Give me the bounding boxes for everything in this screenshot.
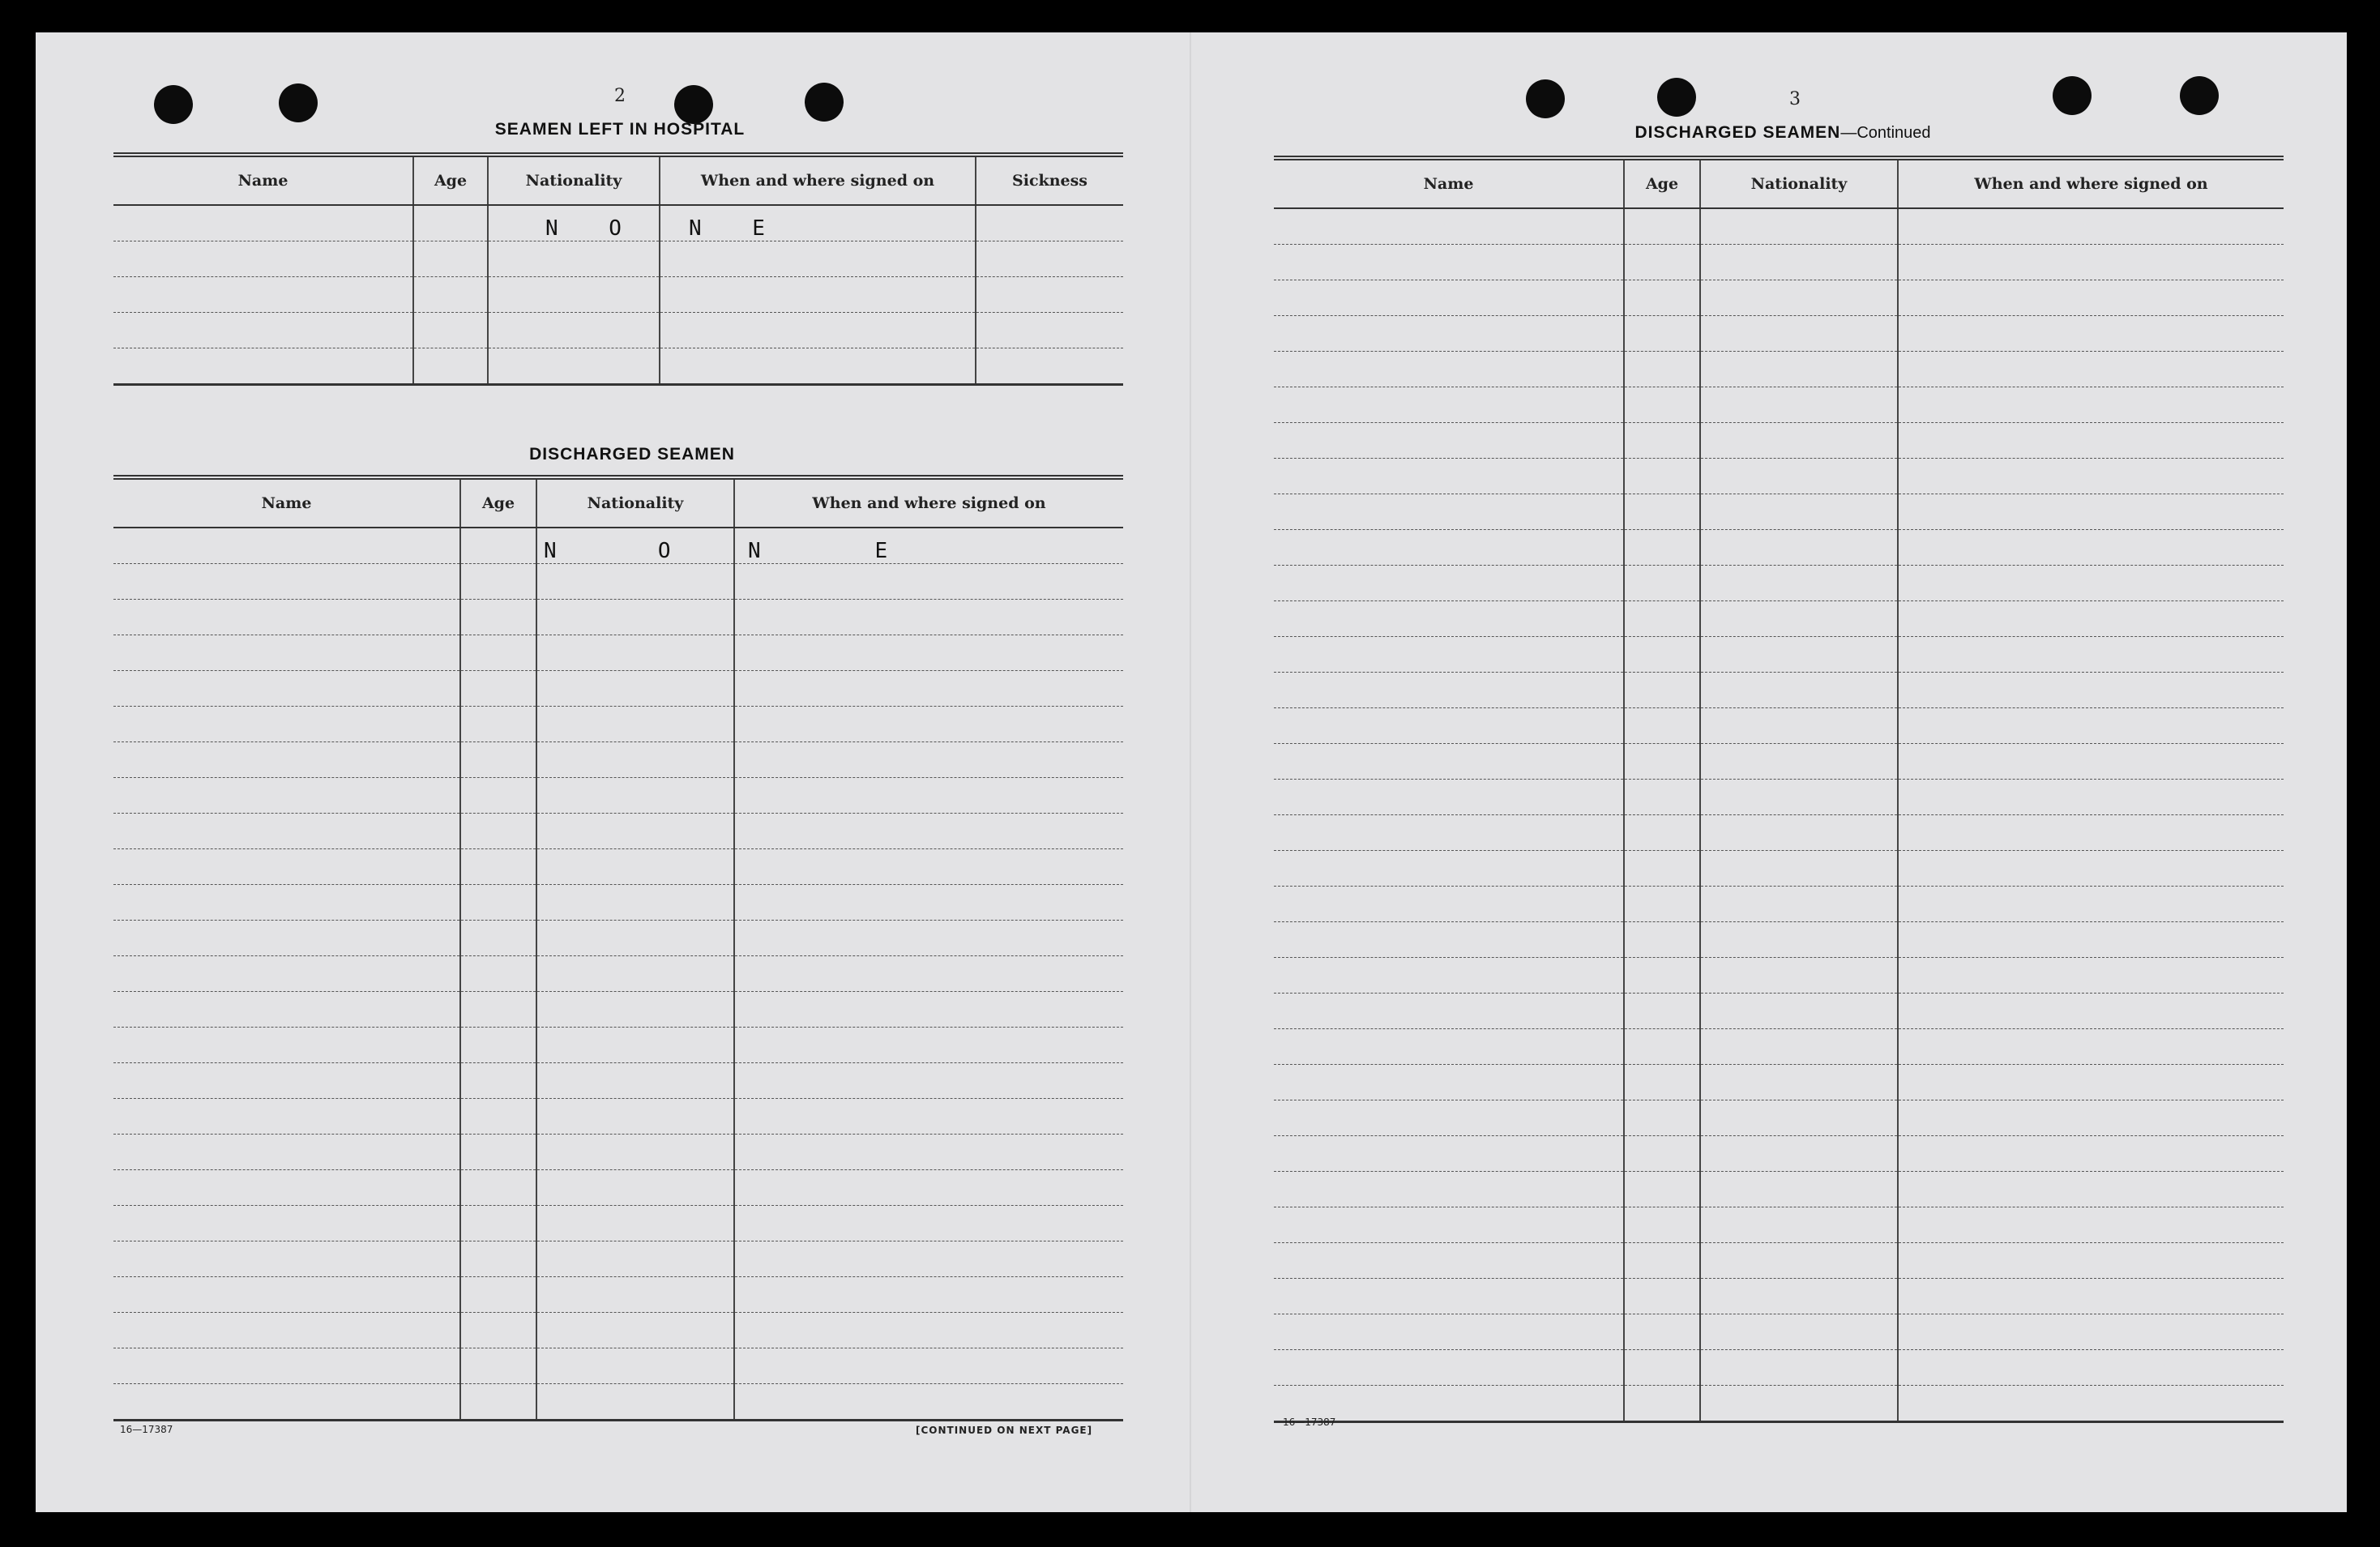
table-header-row bbox=[113, 477, 1123, 528]
table-row bbox=[1274, 601, 2284, 637]
column-header-nationality: Nationality bbox=[1700, 158, 1898, 208]
table-row bbox=[113, 1099, 1123, 1135]
column-header-name: Name bbox=[113, 477, 460, 528]
form-number-left: 16—17387 bbox=[120, 1424, 173, 1435]
table-row bbox=[113, 564, 1123, 600]
punch-hole bbox=[674, 85, 713, 124]
table-row bbox=[1274, 1386, 2284, 1422]
table-row bbox=[113, 885, 1123, 921]
table-row bbox=[113, 742, 1123, 778]
punch-hole bbox=[1526, 79, 1565, 118]
table-row bbox=[113, 528, 1123, 564]
column-header-signed-on: When and where signed on bbox=[1898, 158, 2284, 208]
table-row bbox=[113, 1206, 1123, 1241]
table-row bbox=[1274, 851, 2284, 887]
table-row bbox=[1274, 1029, 2284, 1065]
table-row bbox=[1274, 887, 2284, 922]
hospital-section-title: SEAMEN LEFT IN HOSPITAL bbox=[494, 120, 746, 139]
table-row bbox=[113, 778, 1123, 814]
discharged-continued-title bbox=[1540, 123, 2026, 143]
column-header-name: Name bbox=[113, 155, 413, 205]
table-row bbox=[113, 205, 1123, 241]
table-row bbox=[113, 1170, 1123, 1206]
table-row bbox=[113, 635, 1123, 671]
table-row bbox=[113, 1348, 1123, 1384]
table-row bbox=[113, 277, 1123, 313]
table-row bbox=[1274, 1065, 2284, 1100]
table-row bbox=[1274, 459, 2284, 494]
table-row bbox=[1274, 815, 2284, 851]
punch-hole bbox=[2180, 76, 2219, 115]
table-row bbox=[1274, 1279, 2284, 1314]
table-row bbox=[113, 1135, 1123, 1170]
table-row bbox=[113, 1063, 1123, 1099]
table-row bbox=[113, 814, 1123, 849]
table-row bbox=[113, 313, 1123, 348]
table-row bbox=[113, 241, 1123, 277]
table-row bbox=[1274, 245, 2284, 280]
discharged-continued-table bbox=[1274, 156, 2284, 1423]
table-row bbox=[113, 1028, 1123, 1063]
column-header-age: Age bbox=[460, 477, 536, 528]
typed-entry-signed-on: N E bbox=[660, 205, 976, 241]
table-row bbox=[1274, 387, 2284, 423]
table-header-row bbox=[1274, 158, 2284, 208]
table-row bbox=[1274, 208, 2284, 245]
continued-suffix: —Continued bbox=[1840, 124, 1931, 142]
table-row bbox=[113, 1313, 1123, 1348]
table-row bbox=[113, 849, 1123, 885]
table-row bbox=[1274, 958, 2284, 994]
page-number-left: 2 bbox=[614, 86, 626, 106]
column-header-age: Age bbox=[1624, 158, 1700, 208]
table-row bbox=[113, 600, 1123, 635]
table-row bbox=[113, 671, 1123, 707]
table-row bbox=[1274, 1243, 2284, 1279]
table-row bbox=[113, 1384, 1123, 1421]
discharged-table bbox=[113, 475, 1123, 1421]
table-row bbox=[1274, 352, 2284, 387]
hospital-table bbox=[113, 152, 1123, 386]
table-row bbox=[113, 348, 1123, 385]
column-header-nationality: Nationality bbox=[488, 155, 660, 205]
page-number-right: 3 bbox=[1789, 89, 1801, 109]
table-row bbox=[113, 992, 1123, 1028]
table-row bbox=[1274, 673, 2284, 708]
punch-hole bbox=[805, 83, 844, 122]
table-row bbox=[1274, 1136, 2284, 1172]
table-row bbox=[1274, 1172, 2284, 1207]
table-row bbox=[1274, 494, 2284, 530]
table-row bbox=[1274, 1207, 2284, 1243]
punch-hole bbox=[1657, 78, 1696, 117]
table-row bbox=[113, 956, 1123, 992]
table-row bbox=[1274, 566, 2284, 601]
table-row bbox=[1274, 316, 2284, 352]
punch-hole bbox=[279, 83, 318, 122]
punch-hole bbox=[154, 85, 193, 124]
table-row bbox=[1274, 637, 2284, 673]
table-row bbox=[1274, 1350, 2284, 1386]
column-header-signed-on: When and where signed on bbox=[734, 477, 1123, 528]
column-header-signed-on: When and where signed on bbox=[660, 155, 976, 205]
table-row bbox=[1274, 423, 2284, 459]
typed-entry-nationality: N O bbox=[536, 528, 734, 564]
table-row bbox=[113, 921, 1123, 956]
table-header-row bbox=[113, 155, 1123, 205]
column-header-nationality: Nationality bbox=[536, 477, 734, 528]
table-row bbox=[1274, 280, 2284, 316]
continued-note: [CONTINUED ON NEXT PAGE] bbox=[916, 1425, 1093, 1436]
form-number-right: 16—17387 bbox=[1283, 1417, 1336, 1428]
table-row bbox=[1274, 994, 2284, 1029]
column-header-sickness: Sickness bbox=[976, 155, 1123, 205]
page-fold bbox=[1190, 32, 1191, 1512]
typed-entry-signed-on: N E bbox=[734, 528, 1123, 564]
table-row bbox=[113, 1241, 1123, 1277]
typed-entry-nationality: N O bbox=[488, 205, 660, 241]
table-row bbox=[1274, 530, 2284, 566]
table-row bbox=[1274, 744, 2284, 780]
table-row bbox=[1274, 708, 2284, 744]
column-header-age: Age bbox=[413, 155, 488, 205]
table-row bbox=[1274, 780, 2284, 815]
table-row bbox=[113, 707, 1123, 742]
table-row bbox=[1274, 1314, 2284, 1350]
table-row bbox=[1274, 922, 2284, 958]
punch-hole bbox=[2053, 76, 2092, 115]
table-row bbox=[113, 1277, 1123, 1313]
column-header-name: Name bbox=[1274, 158, 1624, 208]
table-row bbox=[1274, 1100, 2284, 1136]
discharged-continued-title-text: DISCHARGED SEAMEN bbox=[1634, 123, 1841, 142]
discharged-section-title: DISCHARGED SEAMEN bbox=[529, 445, 735, 464]
